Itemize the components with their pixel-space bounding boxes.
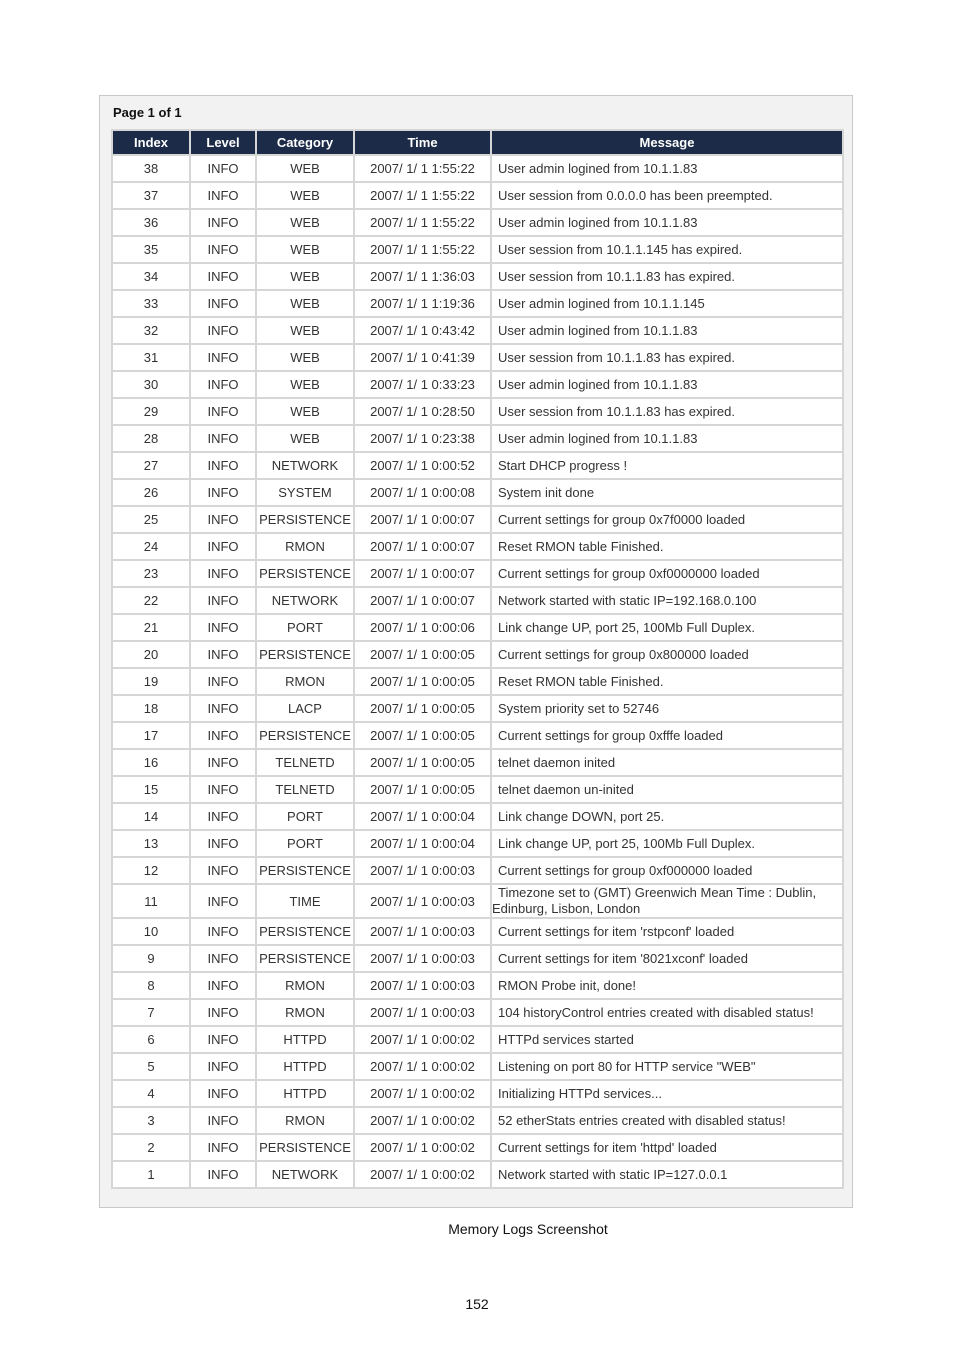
table-row [113,1162,842,1187]
cell-index: 37 [113,183,189,208]
table-row [113,588,842,613]
cell-index: 27 [113,453,189,478]
cell-index: 4 [113,1081,189,1106]
cell-index: 26 [113,480,189,505]
cell-time: 2007/ 1/ 1 0:00:07 [355,561,490,586]
cell-message: User admin logined from 10.1.1.83 [492,156,842,181]
cell-message: User session from 10.1.1.145 has expired. [492,237,842,262]
table-row [113,723,842,748]
cell-level: INFO [191,642,255,667]
cell-category: SYSTEM [257,480,353,505]
cell-category: HTTPD [257,1027,353,1052]
cell-level: INFO [191,372,255,397]
table-row [113,831,842,856]
column-header-category: Category [257,131,353,154]
column-header-level: Level [191,131,255,154]
cell-message: telnet daemon inited [492,750,842,775]
cell-level: INFO [191,480,255,505]
cell-index: 25 [113,507,189,532]
table-row [113,561,842,586]
table-row [113,973,842,998]
cell-level: INFO [191,1108,255,1133]
cell-message: Current settings for item '8021xconf' loaded [492,946,842,971]
cell-index: 32 [113,318,189,343]
cell-category: PERSISTENCE [257,723,353,748]
cell-level: INFO [191,264,255,289]
cell-message: User session from 10.1.1.83 has expired. [492,264,842,289]
cell-message: Network started with static IP=127.0.0.1 [492,1162,842,1187]
table-row [113,183,842,208]
table-row [113,1108,842,1133]
table-row [113,345,842,370]
cell-time: 2007/ 1/ 1 0:00:03 [355,973,490,998]
cell-message: 52 etherStats entries created with disabled status! [492,1108,842,1133]
cell-level: INFO [191,723,255,748]
cell-index: 33 [113,291,189,316]
cell-index: 7 [113,1000,189,1025]
cell-time: 2007/ 1/ 1 0:00:08 [355,480,490,505]
cell-level: INFO [191,615,255,640]
cell-category: NETWORK [257,1162,353,1187]
cell-category: WEB [257,291,353,316]
cell-index: 34 [113,264,189,289]
cell-category: RMON [257,1000,353,1025]
page-number: 152 [465,1296,489,1312]
cell-category: RMON [257,1108,353,1133]
cell-time: 2007/ 1/ 1 0:43:42 [355,318,490,343]
cell-category: WEB [257,156,353,181]
cell-index: 21 [113,615,189,640]
cell-category: RMON [257,669,353,694]
cell-level: INFO [191,946,255,971]
cell-index: 22 [113,588,189,613]
table-row [113,264,842,289]
cell-level: INFO [191,696,255,721]
table-row [113,426,842,451]
cell-message: User admin logined from 10.1.1.83 [492,210,842,235]
cell-level: INFO [191,858,255,883]
cell-message: Current settings for group 0xf0000000 loaded [492,561,842,586]
cell-level: INFO [191,507,255,532]
cell-index: 28 [113,426,189,451]
cell-index: 19 [113,669,189,694]
cell-category: WEB [257,318,353,343]
cell-message: Start DHCP progress ! [492,453,842,478]
cell-time: 2007/ 1/ 1 0:41:39 [355,345,490,370]
table-row [113,642,842,667]
table-row [113,1054,842,1079]
cell-category: NETWORK [257,453,353,478]
table-row [113,291,842,316]
cell-index: 14 [113,804,189,829]
cell-level: INFO [191,777,255,802]
cell-time: 2007/ 1/ 1 0:00:04 [355,804,490,829]
cell-category: TELNETD [257,750,353,775]
cell-time: 2007/ 1/ 1 0:33:23 [355,372,490,397]
cell-category: WEB [257,183,353,208]
table-row [113,858,842,883]
table-row [113,1135,842,1160]
cell-index: 8 [113,973,189,998]
cell-level: INFO [191,534,255,559]
cell-level: INFO [191,804,255,829]
cell-category: PORT [257,831,353,856]
cell-time: 2007/ 1/ 1 0:00:05 [355,669,490,694]
cell-message: User session from 0.0.0.0 has been preempted. [492,183,842,208]
cell-level: INFO [191,318,255,343]
cell-category: RMON [257,534,353,559]
memory-log-panel [99,95,853,1208]
cell-category: PERSISTENCE [257,946,353,971]
cell-message: Listening on port 80 for HTTP service "WEB" [492,1054,842,1079]
table-row [113,534,842,559]
cell-category: PERSISTENCE [257,919,353,944]
table-row [113,669,842,694]
cell-time: 2007/ 1/ 1 0:00:03 [355,946,490,971]
cell-message: Current settings for item 'rstpconf' loaded [492,919,842,944]
cell-message: Reset RMON table Finished. [492,669,842,694]
cell-index: 3 [113,1108,189,1133]
cell-category: TELNETD [257,777,353,802]
cell-message: Link change UP, port 25, 100Mb Full Duplex. [492,831,842,856]
cell-level: INFO [191,885,255,917]
table-row [113,453,842,478]
cell-level: INFO [191,426,255,451]
table-row [113,1000,842,1025]
cell-index: 2 [113,1135,189,1160]
cell-category: WEB [257,426,353,451]
column-header-message: Message [492,131,842,154]
cell-category: WEB [257,210,353,235]
table-row [113,1027,842,1052]
cell-index: 17 [113,723,189,748]
cell-time: 2007/ 1/ 1 1:55:22 [355,183,490,208]
cell-message: Current settings for group 0x800000 loaded [492,642,842,667]
cell-level: INFO [191,669,255,694]
cell-message: RMON Probe init, done! [492,973,842,998]
cell-level: INFO [191,1162,255,1187]
cell-index: 10 [113,919,189,944]
cell-time: 2007/ 1/ 1 1:55:22 [355,156,490,181]
cell-time: 2007/ 1/ 1 0:00:02 [355,1054,490,1079]
cell-index: 6 [113,1027,189,1052]
cell-category: TIME [257,885,353,917]
cell-time: 2007/ 1/ 1 1:55:22 [355,210,490,235]
table-row [113,615,842,640]
cell-message: Link change UP, port 25, 100Mb Full Duplex. [492,615,842,640]
table-row [113,777,842,802]
column-header-time: Time [355,131,490,154]
cell-level: INFO [191,1000,255,1025]
cell-index: 30 [113,372,189,397]
cell-category: PERSISTENCE [257,858,353,883]
cell-category: PORT [257,804,353,829]
cell-index: 11 [113,885,189,917]
cell-category: WEB [257,237,353,262]
cell-category: PERSISTENCE [257,642,353,667]
cell-index: 35 [113,237,189,262]
cell-category: HTTPD [257,1081,353,1106]
table-row [113,507,842,532]
cell-time: 2007/ 1/ 1 0:00:03 [355,919,490,944]
cell-category: PERSISTENCE [257,507,353,532]
cell-level: INFO [191,1081,255,1106]
cell-message: User admin logined from 10.1.1.83 [492,426,842,451]
cell-index: 23 [113,561,189,586]
table-row [113,237,842,262]
cell-index: 31 [113,345,189,370]
cell-time: 2007/ 1/ 1 0:00:06 [355,615,490,640]
cell-time: 2007/ 1/ 1 0:00:04 [355,831,490,856]
cell-level: INFO [191,919,255,944]
cell-level: INFO [191,210,255,235]
cell-message: User admin logined from 10.1.1.145 [492,291,842,316]
cell-time: 2007/ 1/ 1 0:00:07 [355,534,490,559]
cell-category: WEB [257,372,353,397]
table-row [113,946,842,971]
cell-time: 2007/ 1/ 1 0:00:05 [355,696,490,721]
table-row [113,210,842,235]
cell-index: 16 [113,750,189,775]
cell-message: Reset RMON table Finished. [492,534,842,559]
cell-level: INFO [191,750,255,775]
cell-level: INFO [191,453,255,478]
table-row [113,480,842,505]
cell-index: 38 [113,156,189,181]
cell-time: 2007/ 1/ 1 0:00:05 [355,723,490,748]
cell-level: INFO [191,291,255,316]
cell-time: 2007/ 1/ 1 0:00:05 [355,642,490,667]
cell-level: INFO [191,973,255,998]
cell-time: 2007/ 1/ 1 0:00:02 [355,1135,490,1160]
cell-message: Current settings for group 0x7f0000 loaded [492,507,842,532]
cell-time: 2007/ 1/ 1 0:00:03 [355,858,490,883]
cell-message: HTTPd services started [492,1027,842,1052]
cell-time: 2007/ 1/ 1 0:00:02 [355,1108,490,1133]
cell-level: INFO [191,561,255,586]
cell-message: User session from 10.1.1.83 has expired. [492,399,842,424]
cell-time: 2007/ 1/ 1 1:55:22 [355,237,490,262]
cell-level: INFO [191,399,255,424]
cell-index: 12 [113,858,189,883]
cell-index: 13 [113,831,189,856]
cell-message: telnet daemon un-inited [492,777,842,802]
cell-index: 36 [113,210,189,235]
cell-time: 2007/ 1/ 1 0:00:02 [355,1027,490,1052]
cell-time: 2007/ 1/ 1 0:00:52 [355,453,490,478]
cell-level: INFO [191,1054,255,1079]
cell-time: 2007/ 1/ 1 1:36:03 [355,264,490,289]
cell-time: 2007/ 1/ 1 0:00:07 [355,507,490,532]
cell-message: Current settings for group 0xf000000 loaded [492,858,842,883]
page-indicator: Page 1 of 1 [113,105,182,120]
cell-level: INFO [191,831,255,856]
cell-category: LACP [257,696,353,721]
cell-time: 2007/ 1/ 1 1:19:36 [355,291,490,316]
table-header-row [113,131,842,154]
cell-index: 1 [113,1162,189,1187]
column-header-index: Index [113,131,189,154]
cell-level: INFO [191,1027,255,1052]
cell-message: System init done [492,480,842,505]
cell-message: User session from 10.1.1.83 has expired. [492,345,842,370]
cell-level: INFO [191,183,255,208]
cell-time: 2007/ 1/ 1 0:00:07 [355,588,490,613]
cell-category: PERSISTENCE [257,561,353,586]
cell-message: User admin logined from 10.1.1.83 [492,372,842,397]
table-row [113,318,842,343]
cell-message: System priority set to 52746 [492,696,842,721]
cell-level: INFO [191,588,255,613]
cell-message: Current settings for group 0xfffe loaded [492,723,842,748]
table-row [113,919,842,944]
cell-time: 2007/ 1/ 1 0:00:03 [355,1000,490,1025]
table-row [113,804,842,829]
cell-message: User admin logined from 10.1.1.83 [492,318,842,343]
cell-index: 9 [113,946,189,971]
cell-index: 5 [113,1054,189,1079]
cell-level: INFO [191,345,255,370]
cell-level: INFO [191,1135,255,1160]
cell-message: 104 historyControl entries created with disabled status! [492,1000,842,1025]
cell-level: INFO [191,237,255,262]
cell-category: WEB [257,345,353,370]
cell-category: RMON [257,973,353,998]
cell-level: INFO [191,156,255,181]
cell-index: 24 [113,534,189,559]
cell-message: Network started with static IP=192.168.0.100 [492,588,842,613]
cell-category: WEB [257,399,353,424]
cell-index: 29 [113,399,189,424]
log-table-body [113,156,842,1187]
table-row [113,750,842,775]
table-row [113,156,842,181]
cell-index: 18 [113,696,189,721]
memory-log-table [111,129,844,1189]
cell-time: 2007/ 1/ 1 0:00:02 [355,1081,490,1106]
cell-index: 20 [113,642,189,667]
cell-message: Current settings for item 'httpd' loaded [492,1135,842,1160]
table-row [113,885,842,917]
table-row [113,399,842,424]
cell-time: 2007/ 1/ 1 0:28:50 [355,399,490,424]
table-row [113,1081,842,1106]
cell-time: 2007/ 1/ 1 0:00:05 [355,777,490,802]
cell-index: 15 [113,777,189,802]
cell-category: PORT [257,615,353,640]
cell-category: NETWORK [257,588,353,613]
cell-message: Link change DOWN, port 25. [492,804,842,829]
cell-message: Timezone set to (GMT) Greenwich Mean Time : Dublin, Edinburg, Lisbon, London [492,885,842,917]
figure-caption: Memory Logs Screenshot [448,1221,608,1237]
cell-time: 2007/ 1/ 1 0:00:03 [355,885,490,917]
cell-category: PERSISTENCE [257,1135,353,1160]
cell-category: HTTPD [257,1054,353,1079]
cell-category: WEB [257,264,353,289]
cell-time: 2007/ 1/ 1 0:23:38 [355,426,490,451]
cell-time: 2007/ 1/ 1 0:00:05 [355,750,490,775]
table-row [113,696,842,721]
cell-time: 2007/ 1/ 1 0:00:02 [355,1162,490,1187]
cell-message: Initializing HTTPd services... [492,1081,842,1106]
table-row [113,372,842,397]
